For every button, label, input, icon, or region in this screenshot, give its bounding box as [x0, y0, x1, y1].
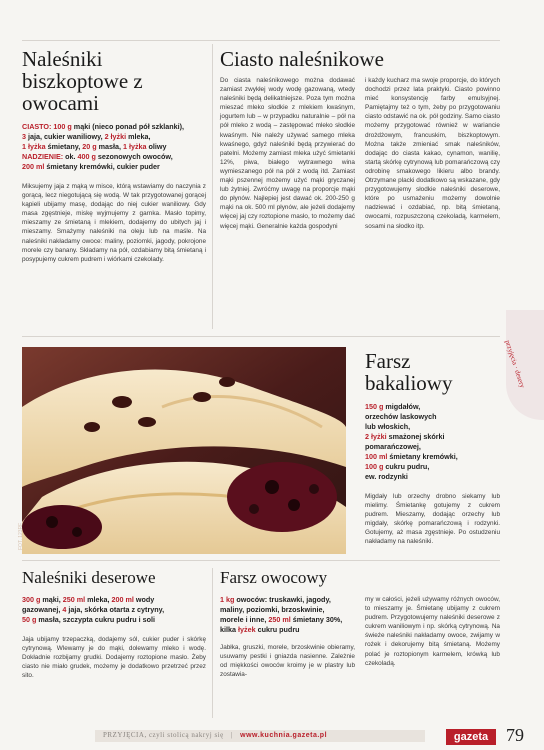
ingredient-quantity: 100 g [53, 122, 72, 131]
text-column: i każdy kucharz ma swoje proporcje, do których dochodzi przez lata praktyki. Ciasto powinno mieć konsystencję farby emulsyjnej. Pamiętajmy też o tym, żeby po przygotowaniu ciasto odstawić na ok. pół godziny. Samo ciasto możemy przygotować również w wariancie drożdżowym, francuskim, biszkoptowym. Można także zmieniać smak naleśników, dodając do ciasta kakao, cynamon, wanilię, startą skórkę cytrynową lub pomarańczową czy odrobinę smakowego likieru albo brandy. Otrzymane placki dodatkowo są wskazane, gdy przygotowujemy słodkie naleśniki deserowe, które po usmażeniu możemy dowolnie nadziewać i ozdabiać, np. bitą śmietaną, owocami, rozpuszczoną czekoladą, karmelem, sosami na słodko itp. [365, 77, 500, 230]
ingredient-text: jaja, skórka otarta z cytryny, [66, 605, 165, 614]
ingredient-text: maliny, poziomki, brzoskwinie, [220, 605, 325, 614]
column-divider [212, 44, 213, 329]
section-title: Ciasto naleśnikowe [220, 47, 384, 71]
ingredient-quantity: 250 ml [62, 595, 86, 604]
pancakes-photo [18, 347, 346, 554]
gazeta-logo: gazeta [446, 729, 496, 745]
ingredient-text: masła, szczypta cukru pudru i soli [36, 615, 156, 624]
recipe-instructions: Jabłka, gruszki, morele, brzoskwinie obieramy, usuwamy pestki i gniazda nasienne. Zależnie od miękkości owoców kroimy je w plastry lub zostawia- [220, 644, 355, 679]
section-farsz-owocowy [220, 568, 500, 679]
ingredients-list [365, 402, 500, 482]
ingredient-quantity: 300 g [22, 595, 41, 604]
ingredient-quantity: 400 g [77, 152, 96, 161]
section-nalesniki-biszkoptowe [22, 48, 206, 264]
recipe-title: Farsz owocowy [220, 568, 328, 587]
recipe-instructions-continued: my w całości, jeżeli używamy różnych owoców, to mieszamy je. Śmietanę ubijamy z cukrem pudrem. Przygotowujemy naleśniki deserowe z cukrem waniliowym i np. skórką cytrynową. Na świeże naleśniki nakładamy owoce, zwijamy w rożek i dekorujemy bitą śmietaną. Możemy polać je roztopionym karmelem, krówką lub czekoladą. [365, 596, 500, 667]
section-nalesniki-deserowe [22, 568, 206, 680]
ingredient-line [365, 402, 500, 412]
footer-tagline: PRZYJĘCIA, czyli stolicą nakryj się [103, 731, 224, 739]
ingredient-line [22, 615, 206, 625]
ingredient-text: śmietany kremówki, [387, 452, 458, 461]
ingredient-quantity: 2 łyżki [104, 132, 127, 141]
ingredient-quantity: 1 kg [220, 595, 235, 604]
recipe-instructions: Jaja ubijamy trzepaczką, dodajemy sól, cukier puder i skórkę cytrynową. Wlewamy je do mąki, dolewamy mleko i wodę. Dokładnie rozbijamy grudki. Dodajemy roztopione masło. Żeby ciasto nie miało grudek, możemy je dodatkowo przetrzeć przez sito. [22, 636, 206, 680]
ingredient-text: migdałów, [383, 402, 421, 411]
photo-credit: FOT. 123RF [18, 522, 24, 550]
ingredient-line [22, 142, 206, 152]
ingredient-text: śmietany, [45, 142, 83, 151]
ingredient-text: cukru pudru, [383, 462, 430, 471]
ingredient-text: mleka, [126, 132, 151, 141]
ingredients-list [220, 595, 355, 635]
footer-url-link[interactable]: www.kuchnia.gazeta.pl [240, 732, 328, 739]
recipe-instructions: Miksujemy jaja z mąką w misce, którą wstawiamy do naczynia z gorącą, lecz niegotującą się wodą. W tak przygotowanej gorącej kąpieli ubijamy masę, dodając do niej cukier waniliowy. Gdy masa zgęstnieje, miskę wyjmujemy z garnka. Masło topimy, mieszamy ze śmietaną i mlekiem, dodajemy do ubitych jaj i mieszamy. Smażymy naleśniki na oleju lub na maśle. Na naleśniki nakładamy owoce: maliny, poziomki, jagody, pokrojone morele czy banany. Składamy na pół, ozdabiamy bitą śmietaną i posypujemy cukrem pudrem i wiórkami czekolady. [22, 183, 206, 263]
ingredient-quantity: 20 g [82, 142, 97, 151]
ingredient-text: kilka [220, 625, 238, 634]
ingredient-text: mąki (nieco ponad pół szklanki), [71, 122, 185, 131]
page-number: 79 [506, 725, 524, 745]
ingredient-line [365, 452, 500, 462]
ingredient-quantity: 2 łyżki [365, 432, 387, 441]
ingredient-line [365, 412, 500, 422]
recipe-title: Naleśniki biszkoptowe z owocami [22, 47, 143, 115]
footer-tagline-row [103, 731, 327, 739]
ingredient-line [22, 152, 206, 162]
recipe-title: Naleśniki deserowe [22, 568, 156, 587]
ingredient-text: gazowanej, [22, 605, 63, 614]
section-ciasto-nalesnikowe [220, 48, 500, 231]
ingredient-line [365, 442, 500, 452]
ingredient-text: śmietany kremówki, cukier puder [44, 162, 160, 171]
ingredient-line [22, 595, 206, 605]
ingredient-line [220, 625, 355, 635]
ingredient-text: morele i inne, [220, 615, 269, 624]
ingredient-line [220, 605, 355, 615]
section-rule [22, 336, 500, 337]
ingredient-text: jaja, cukier waniliowy, [26, 132, 105, 141]
ingredient-text: mąki, [40, 595, 63, 604]
ingredient-quantity: 250 ml [268, 615, 291, 624]
ingredient-quantity: 150 g [365, 402, 384, 411]
ingredient-text: lub włoskich, [365, 422, 411, 431]
ingredient-line [22, 132, 206, 142]
ingredient-text: sezonowych owoców, [95, 152, 173, 161]
ingredient-line [365, 432, 500, 442]
ingredient-line [220, 615, 355, 625]
ingredient-text: pomarańczowej, [365, 442, 421, 451]
recipe-instructions: Migdały lub orzechy drobno siekamy lub mielimy. Śmietankę gotujemy z cukrem pudrem. Mieszamy, dodając orzechy lub migdały, skórkę pomarańczową i rodzynki. Gotujemy, aż masa zgęstnieje. Po ostudzeniu nakładamy na naleśniki. [365, 493, 500, 546]
ingredient-heading: NADZIENIE: [22, 152, 66, 161]
ingredient-line [365, 462, 500, 472]
ingredient-text: orzechów laskowych [365, 412, 437, 421]
ingredient-quantity: 50 g [22, 615, 37, 624]
ingredient-quantity: 3 [22, 132, 26, 141]
section-rule [22, 560, 500, 561]
pancakes-illustration [22, 347, 346, 554]
ingredient-quantity: 4 [62, 605, 67, 614]
ingredient-text: mleka, [85, 595, 112, 604]
ingredient-text: ok. [65, 152, 78, 161]
ingredient-line [22, 122, 206, 132]
ingredient-text: cukru pudru [255, 625, 300, 634]
section-tab-label: przyjęcia · desery [503, 339, 527, 389]
ingredient-quantity: 100 ml [365, 452, 388, 461]
top-rule [22, 40, 500, 41]
ingredient-text: oliwy [146, 142, 167, 151]
page-footer [0, 720, 544, 750]
ingredient-line [365, 422, 500, 432]
ingredient-line [220, 595, 355, 605]
ingredient-quantity: 200 ml [22, 162, 45, 171]
ingredient-quantity: 1 łyżka [22, 142, 46, 151]
ingredient-text: wody [133, 595, 155, 604]
footer-separator: | [230, 731, 233, 739]
ingredient-text: ew. rodzynki [365, 472, 408, 481]
ingredient-quantity: łyżek [237, 625, 256, 634]
ingredient-line [22, 605, 206, 615]
ingredients-list [22, 122, 206, 172]
text-column: Do ciasta naleśnikowego można dodawać zamiast zwykłej wody wodę gazowaną, wtedy naleśniki będą delikatniejsze. Poza tym można mieszać mleko słodkie z mlekiem kwaśnym, jogurtem lub – w przypadku naturalnie – pół na pół mleko z wodą – zastępować mleko słodkie kwaśnym. Nie należy używać samego mleka kwaśnego, gdyż naleśniki będą przywierać do patelni. Możemy zamiast mleka użyć śmietanki 12%, piwa, białego wytrawnego wina wymieszanego pół na pół z wodą itd. Zamiast mąki pszennej możemy użyć mąki gryczanej lub żytniej. Zwróćmy uwagę na proporcje mąki do płynów. Najlepiej jest dawać ok. 200-250 g mąki na ok. 500 ml płynów, ale jeżeli dodajemy więcej jaj czy roztopione masło, to możemy dać więcej mąki. Generalnie każda gospodyni [220, 77, 355, 230]
ingredient-heading: CIASTO: [22, 122, 54, 131]
ingredient-text: śmietany 30%, [290, 615, 343, 624]
ingredient-quantity: 100 g [365, 462, 384, 471]
column-divider [212, 568, 213, 718]
ingredient-quantity: 200 ml [111, 595, 134, 604]
ingredient-text: owoców: truskawki, jagody, [234, 595, 331, 604]
ingredient-text: smażonej skórki [386, 432, 445, 441]
section-farsz-bakaliowy [365, 350, 500, 547]
ingredient-line [365, 472, 500, 482]
ingredients-list [22, 595, 206, 625]
ingredient-line [22, 162, 206, 172]
ingredient-text: masła, [96, 142, 123, 151]
recipe-title: Farsz bakaliowy [365, 349, 453, 395]
ingredient-quantity: 1 łyżka [122, 142, 147, 151]
